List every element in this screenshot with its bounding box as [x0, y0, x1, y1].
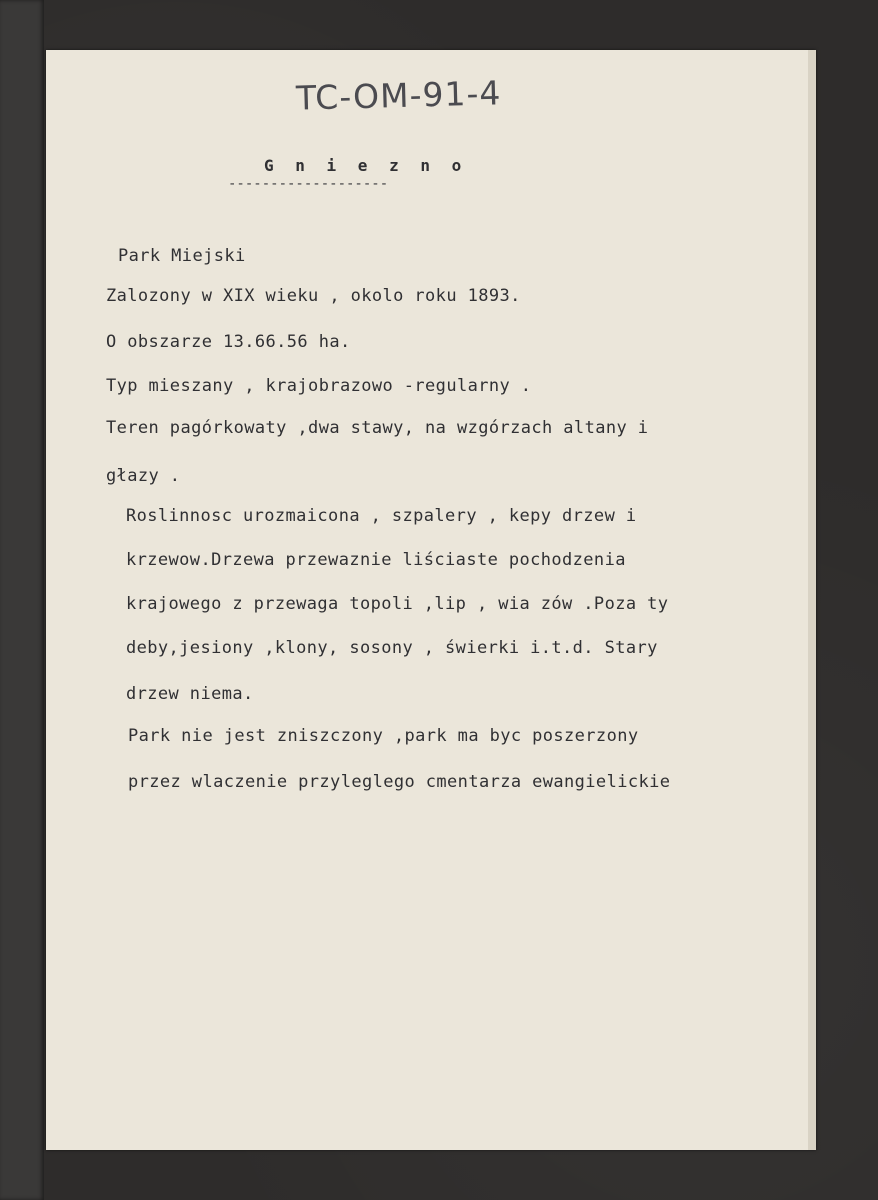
text-line: drzew niema. [126, 684, 254, 704]
handwritten-signature-code: TC-OM-91-4 [295, 73, 502, 118]
page-edge [808, 50, 816, 1150]
text-line: głazy . [106, 466, 181, 486]
title-underline: ------------------- [228, 176, 389, 192]
page-title: G n i e z n o [264, 156, 468, 175]
text-line: krajowego z przewaga topoli ,lip , wia zów .Poza ty [126, 594, 669, 614]
text-line: Park Miejski [118, 246, 246, 266]
text-line: Zalozony w XIX wieku , okolo roku 1893. [106, 286, 521, 306]
text-line: O obszarze 13.66.56 ha. [106, 332, 351, 352]
text-line: Typ mieszany , krajobrazowo -regularny . [106, 376, 532, 396]
text-line: krzewow.Drzewa przewaznie liściaste pochodzenia [126, 550, 626, 570]
text-line: przez wlaczenie przyleglego cmentarza ewangielickie [128, 772, 671, 792]
text-line: Roslinnosc urozmaicona , szpalery , kepy drzew i [126, 506, 637, 526]
text-line: Teren pagórkowaty ,dwa stawy, na wzgórzach altany i [106, 418, 649, 438]
text-line: Park nie jest zniszczony ,park ma byc poszerzony [128, 726, 639, 746]
text-line: deby,jesiony ,klony, sosony , świerki i.t.d. Stary [126, 638, 658, 658]
binder-strip [0, 0, 44, 1200]
document-page [46, 50, 816, 1150]
